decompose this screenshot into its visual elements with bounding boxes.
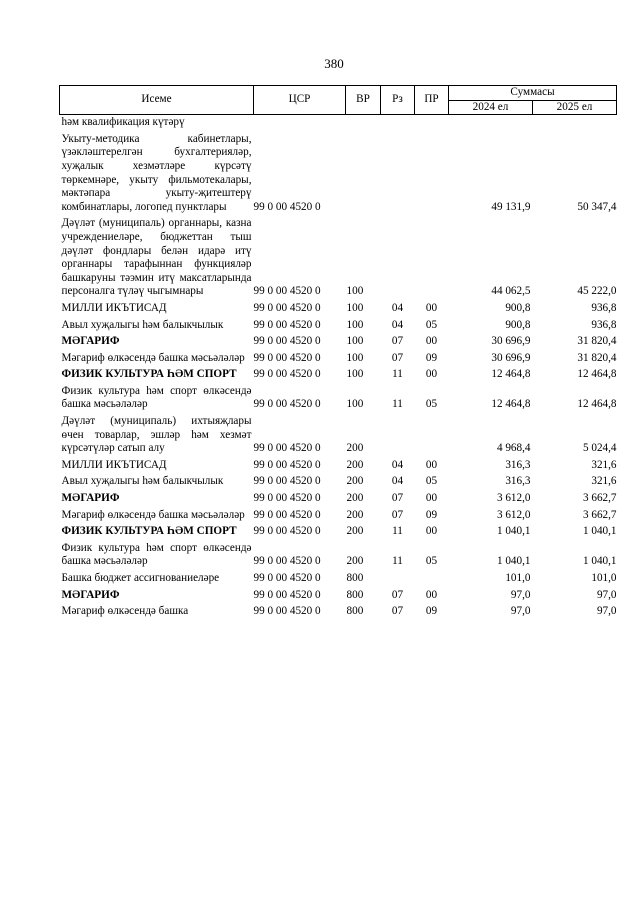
- cell-name: Мәгариф өлкәсендә башка мәсьәләләр: [61, 508, 245, 521]
- cell-y2: 97,0: [596, 588, 617, 601]
- cell-y1: 900,8: [505, 318, 531, 331]
- cell-vr: 100: [346, 351, 364, 364]
- cell-vr: 100: [346, 368, 364, 381]
- cell-name: Авыл хуҗалыгы һәм балыкчылык: [61, 318, 224, 331]
- cell-pr: 05: [425, 555, 438, 568]
- cell-y2: 31 820,4: [577, 335, 617, 348]
- cell-csr: 99 0 00 4520 0: [253, 492, 321, 505]
- cell-y2: 1 040,1: [582, 525, 617, 538]
- cell-name: Мәгариф өлкәсендә башка: [61, 605, 189, 618]
- cell-pr: [415, 132, 449, 217]
- cell-vr: 100: [346, 398, 364, 411]
- cell-pr: [415, 571, 449, 588]
- cell-rz: 11: [392, 555, 403, 568]
- cell-pr: 09: [425, 351, 438, 364]
- cell-y1: 4 968,4: [496, 442, 531, 455]
- cell-csr: 99 0 00 4520 0: [253, 301, 321, 314]
- cell-name: Мәгариф өлкәсендә башка мәсьәләләр: [61, 351, 245, 364]
- table-row: [60, 491, 617, 508]
- cell-csr: 99 0 00 4520 0: [253, 605, 321, 618]
- cell-pr: 05: [425, 318, 438, 331]
- cell-y1: 3 612,0: [496, 508, 531, 521]
- cell-rz: 04: [391, 458, 404, 471]
- cell-pr: 00: [425, 368, 438, 381]
- cell-csr: 99 0 00 4520 0: [253, 588, 321, 601]
- cell-y2: 3 662,7: [582, 508, 617, 521]
- cell-vr: 100: [346, 301, 364, 314]
- cell-y1: 316,3: [505, 475, 531, 488]
- cell-pr: 00: [425, 335, 438, 348]
- cell-pr: 00: [425, 588, 438, 601]
- table-row: [60, 414, 617, 458]
- cell-vr: 200: [346, 458, 364, 471]
- cell-pr: 00: [425, 525, 438, 538]
- cell-y2: 12 464,8: [577, 368, 617, 381]
- cell-rz: 11: [392, 525, 403, 538]
- page-number: 380: [324, 56, 344, 71]
- cell-y1: 97,0: [510, 605, 531, 618]
- table-row: [60, 508, 617, 525]
- cell-rz: [381, 571, 415, 588]
- cell-name: Авыл хуҗалыгы һәм балыкчылык: [61, 475, 224, 488]
- header-vr: ВР: [346, 86, 381, 115]
- cell-vr: 200: [346, 555, 364, 568]
- cell-csr: [254, 115, 346, 132]
- cell-y2: 97,0: [596, 605, 617, 618]
- cell-pr: 00: [425, 492, 438, 505]
- cell-pr: 09: [425, 508, 438, 521]
- table-row: [60, 524, 617, 541]
- cell-name: һәм квалификация күтәрү: [61, 116, 185, 129]
- cell-pr: 05: [425, 475, 438, 488]
- table-row: [60, 318, 617, 335]
- cell-csr: 99 0 00 4520 0: [253, 285, 321, 298]
- cell-csr: 99 0 00 4520 0: [253, 475, 321, 488]
- header-csr: ЦСР: [254, 86, 346, 115]
- cell-rz: 04: [391, 301, 404, 314]
- cell-vr: 100: [346, 285, 364, 298]
- cell-csr: 99 0 00 4520 0: [253, 458, 321, 471]
- table-header: [60, 86, 617, 115]
- cell-rz: 11: [392, 398, 403, 411]
- cell-pr: [415, 115, 449, 132]
- cell-y1: 49 131,9: [491, 200, 531, 213]
- cell-rz: 07: [391, 492, 404, 505]
- table-body: [60, 115, 617, 621]
- cell-y1: 3 612,0: [496, 492, 531, 505]
- cell-csr: 99 0 00 4520 0: [253, 442, 321, 455]
- cell-csr: 99 0 00 4520 0: [253, 200, 321, 213]
- table-row: [60, 132, 617, 217]
- cell-rz: [381, 132, 415, 217]
- cell-csr: 99 0 00 4520 0: [253, 525, 321, 538]
- cell-name: Физик культура һәм спорт өлкәсендә башка мәсьәләләр: [61, 384, 252, 411]
- cell-y1: 12 464,8: [491, 368, 531, 381]
- cell-y2: 31 820,4: [577, 351, 617, 364]
- cell-name: Физик культура һәм спорт өлкәсендә башка мәсьәләләр: [61, 541, 252, 568]
- table-row: [60, 334, 617, 351]
- cell-vr: 100: [346, 335, 364, 348]
- cell-vr: [346, 132, 381, 217]
- cell-pr: [415, 216, 449, 301]
- cell-rz: 07: [391, 351, 404, 364]
- cell-name: МИЛЛИ ИКЪТИСАД: [61, 301, 167, 314]
- header-year-2025: 2025 ел: [533, 100, 617, 115]
- cell-rz: 11: [392, 368, 403, 381]
- cell-y1: 44 062,5: [491, 285, 531, 298]
- table-row: [60, 571, 617, 588]
- cell-name: ФИЗИК КУЛЬТУРА ҺӘМ СПОРТ: [61, 368, 237, 381]
- cell-y2: 12 464,8: [577, 398, 617, 411]
- cell-rz: [381, 115, 415, 132]
- cell-csr: 99 0 00 4520 0: [253, 508, 321, 521]
- cell-y1: 12 464,8: [491, 398, 531, 411]
- cell-y2: 50 347,4: [577, 200, 617, 213]
- cell-y1: 30 696,9: [491, 335, 531, 348]
- cell-name: МӘГАРИФ: [61, 335, 120, 348]
- cell-y1: 30 696,9: [491, 351, 531, 364]
- header-year-2024: 2024 ел: [449, 100, 533, 115]
- cell-vr: 800: [346, 572, 364, 584]
- cell-csr: 99 0 00 4520 0: [253, 368, 321, 381]
- cell-y2: 321,6: [591, 458, 617, 471]
- cell-y1: 101,0: [505, 572, 531, 584]
- cell-vr: 200: [346, 442, 364, 455]
- cell-name: ФИЗИК КУЛЬТУРА ҺӘМ СПОРТ: [61, 525, 237, 538]
- cell-csr: 99 0 00 4520 0: [253, 555, 321, 568]
- cell-vr: [346, 115, 381, 132]
- cell-y1: 1 040,1: [496, 555, 531, 568]
- cell-y1: 900,8: [505, 301, 531, 314]
- header-pr: ПР: [415, 86, 449, 115]
- cell-rz: 04: [391, 475, 404, 488]
- cell-y1: 1 040,1: [496, 525, 531, 538]
- cell-y2: 3 662,7: [582, 492, 617, 505]
- table-row: [60, 604, 617, 621]
- cell-y1: 316,3: [505, 458, 531, 471]
- cell-csr: 99 0 00 4520 0: [253, 335, 321, 348]
- table-row: [60, 115, 617, 132]
- table-row: [60, 367, 617, 384]
- cell-vr: 200: [346, 525, 364, 538]
- header-name: Исеме: [60, 86, 254, 115]
- cell-vr: 200: [346, 492, 364, 505]
- cell-vr: 200: [346, 475, 364, 488]
- table-row: [60, 474, 617, 491]
- table-row: [60, 588, 617, 605]
- cell-name: Дәүләт (муниципаль) органнары, казна учреждениеләре, бюджеттан тыш дәүләт фондлары белән идарә итү органнары тарафыннан функцияләр башкаруны тәэмин итү максатларында персоналга түләү чыгымнары: [61, 217, 252, 298]
- cell-rz: 04: [391, 318, 404, 331]
- cell-vr: 800: [346, 605, 364, 618]
- cell-rz: 07: [391, 508, 404, 521]
- cell-y1: 97,0: [510, 588, 531, 601]
- cell-y1: [449, 115, 533, 132]
- header-rz: Рз: [381, 86, 415, 115]
- cell-rz: [381, 414, 415, 458]
- cell-name: Башка бюджет ассигнованиеләре: [61, 572, 220, 584]
- cell-name: Укыту-методика кабинетлары, үзәкләштерелгән бухгалтерияләр, хуҗалык хезмәтләре күрсәтү төркемнәре, укыту фильмотекалары, мәктәпара укыту-җитештерү комбинатлары, логопед пунктлары: [61, 132, 252, 213]
- cell-pr: 05: [425, 398, 438, 411]
- cell-pr: 00: [425, 458, 438, 471]
- cell-y2: 321,6: [591, 475, 617, 488]
- cell-pr: [415, 414, 449, 458]
- cell-rz: [381, 216, 415, 301]
- cell-rz: 07: [391, 335, 404, 348]
- cell-rz: 07: [391, 588, 404, 601]
- cell-pr: 09: [425, 605, 438, 618]
- cell-y2: 5 024,4: [582, 442, 617, 455]
- table-row: [60, 301, 617, 318]
- cell-y2: 101,0: [591, 572, 617, 584]
- cell-vr: 200: [346, 508, 364, 521]
- cell-csr: 99 0 00 4520 0: [253, 351, 321, 364]
- table-row: [60, 384, 617, 414]
- table-row: [60, 216, 617, 301]
- cell-name: МӘГАРИФ: [61, 492, 120, 505]
- cell-name: МИЛЛИ ИКЪТИСАД: [61, 458, 167, 471]
- header-sums: Суммасы: [449, 86, 617, 101]
- budget-table: [59, 85, 617, 621]
- cell-y2: 1 040,1: [582, 555, 617, 568]
- cell-csr: 99 0 00 4520 0: [253, 398, 321, 411]
- cell-csr: 99 0 00 4520 0: [253, 318, 321, 331]
- table-row: [60, 541, 617, 571]
- cell-y2: 936,8: [591, 318, 617, 331]
- cell-vr: 800: [346, 588, 364, 601]
- cell-csr: 99 0 00 4520 0: [253, 572, 321, 584]
- cell-y2: 45 222,0: [577, 285, 617, 298]
- table-row: [60, 351, 617, 368]
- cell-name: МӘГАРИФ: [61, 588, 120, 601]
- cell-pr: 00: [425, 301, 438, 314]
- cell-name: Дәүләт (муниципаль) ихтыяҗлары өчен товарлар, эшләр һәм хезмәт күрсәтүләр сатып алу: [61, 415, 252, 455]
- cell-y2: 936,8: [591, 301, 617, 314]
- cell-vr: 100: [346, 318, 364, 331]
- cell-y2: [533, 115, 617, 132]
- table-row: [60, 458, 617, 475]
- cell-rz: 07: [391, 605, 404, 618]
